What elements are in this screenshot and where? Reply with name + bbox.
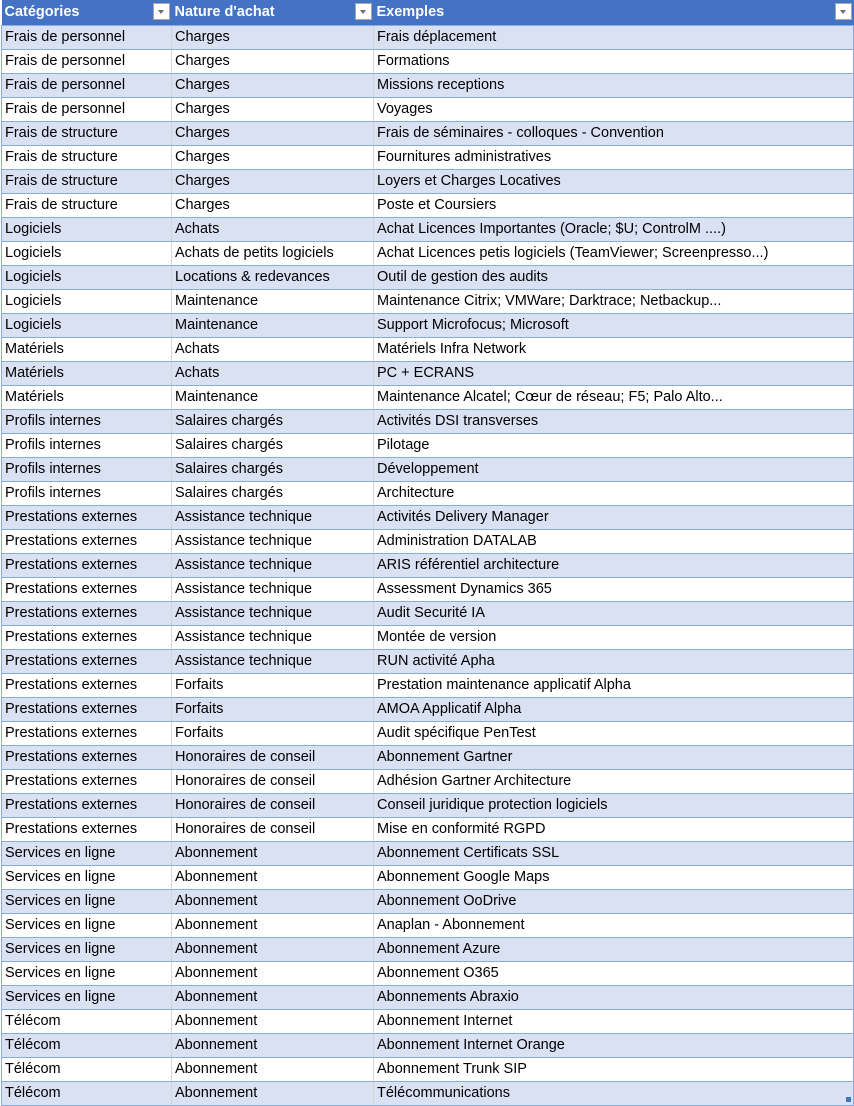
table-row (2, 289, 854, 313)
cell-categorie[interactable]: Profils internes (2, 433, 172, 457)
cell-categorie[interactable]: Services en ligne (2, 985, 172, 1009)
cell-categorie[interactable]: Frais de personnel (2, 73, 172, 97)
cell-exemple[interactable]: Abonnement Trunk SIP (374, 1057, 854, 1081)
cell-nature-achat[interactable]: Locations & redevances (172, 265, 374, 289)
table-row (2, 1081, 854, 1105)
cell-nature-achat[interactable]: Charges (172, 145, 374, 169)
table-body (2, 25, 854, 1105)
cell-exemple[interactable]: Achat Licences petis logiciels (TeamViewer; Screenpresso...) (374, 241, 854, 265)
cell-nature-achat[interactable]: Salaires chargés (172, 457, 374, 481)
cell-nature-achat[interactable]: Charges (172, 193, 374, 217)
cell-nature-achat[interactable]: Assistance technique (172, 625, 374, 649)
cell-nature-achat[interactable]: Forfaits (172, 697, 374, 721)
cell-categorie[interactable]: Services en ligne (2, 841, 172, 865)
cell-categorie[interactable]: Frais de structure (2, 145, 172, 169)
table-row (2, 241, 854, 265)
cell-exemple[interactable]: Anaplan - Abonnement (374, 913, 854, 937)
table-row (2, 25, 854, 49)
cell-nature-achat[interactable]: Charges (172, 169, 374, 193)
table-row (2, 649, 854, 673)
column-header-label: Nature d'achat (174, 4, 275, 21)
table-row (2, 601, 854, 625)
cell-nature-achat[interactable]: Honoraires de conseil (172, 793, 374, 817)
cell-exemple[interactable]: Abonnement Certificats SSL (374, 841, 854, 865)
cell-nature-achat[interactable]: Achats (172, 361, 374, 385)
chevron-down-icon (360, 10, 366, 14)
cell-exemple[interactable]: Outil de gestion des audits (374, 265, 854, 289)
cell-categorie[interactable]: Prestations externes (2, 601, 172, 625)
filter-dropdown-icon[interactable] (153, 3, 170, 20)
cell-nature-achat[interactable]: Abonnement (172, 961, 374, 985)
table-row (2, 745, 854, 769)
cell-exemple[interactable]: Abonnements Abraxio (374, 985, 854, 1009)
cell-categorie[interactable]: Services en ligne (2, 889, 172, 913)
cell-categorie[interactable]: Prestations externes (2, 649, 172, 673)
cell-exemple[interactable]: Administration DATALAB (374, 529, 854, 553)
cell-nature-achat[interactable]: Abonnement (172, 1057, 374, 1081)
table-row (2, 553, 854, 577)
cell-nature-achat[interactable]: Charges (172, 121, 374, 145)
cell-exemple[interactable]: Activités DSI transverses (374, 409, 854, 433)
cell-categorie[interactable]: Services en ligne (2, 937, 172, 961)
cell-nature-achat[interactable]: Charges (172, 49, 374, 73)
cell-exemple[interactable]: Télécommunications (374, 1081, 854, 1105)
cell-categorie[interactable]: Télécom (2, 1081, 172, 1105)
cell-nature-achat[interactable]: Honoraires de conseil (172, 817, 374, 841)
cell-exemple[interactable]: Abonnement Internet Orange (374, 1033, 854, 1057)
table-row (2, 841, 854, 865)
cell-categorie[interactable]: Logiciels (2, 265, 172, 289)
chevron-down-icon (840, 10, 846, 14)
cell-exemple[interactable]: Formations (374, 49, 854, 73)
cell-exemple[interactable]: PC + ECRANS (374, 361, 854, 385)
cell-categorie[interactable]: Prestations externes (2, 577, 172, 601)
cell-nature-achat[interactable]: Salaires chargés (172, 433, 374, 457)
cell-categorie[interactable]: Télécom (2, 1057, 172, 1081)
cell-exemple[interactable]: Fournitures administratives (374, 145, 854, 169)
cell-exemple[interactable]: Assessment Dynamics 365 (374, 577, 854, 601)
cell-nature-achat[interactable]: Salaires chargés (172, 481, 374, 505)
table-row (2, 625, 854, 649)
cell-categorie[interactable]: Prestations externes (2, 529, 172, 553)
cell-nature-achat[interactable]: Abonnement (172, 913, 374, 937)
cell-exemple[interactable]: Maintenance Alcatel; Cœur de réseau; F5; Palo Alto... (374, 385, 854, 409)
table-row (2, 409, 854, 433)
cell-categorie[interactable]: Prestations externes (2, 745, 172, 769)
table-row (2, 481, 854, 505)
cell-exemple[interactable]: Pilotage (374, 433, 854, 457)
column-header-label: Catégories (4, 4, 80, 21)
table-row (2, 529, 854, 553)
cell-nature-achat[interactable]: Abonnement (172, 1081, 374, 1105)
cell-categorie[interactable]: Frais de personnel (2, 49, 172, 73)
cell-nature-achat[interactable]: Forfaits (172, 673, 374, 697)
cell-categorie[interactable]: Profils internes (2, 457, 172, 481)
table-row (2, 1009, 854, 1033)
column-header-nature-achat[interactable] (172, 0, 374, 25)
cell-exemple[interactable]: Abonnement Google Maps (374, 865, 854, 889)
cell-categorie[interactable]: Prestations externes (2, 793, 172, 817)
table-row (2, 673, 854, 697)
cell-exemple[interactable]: Maintenance Citrix; VMWare; Darktrace; Netbackup... (374, 289, 854, 313)
cell-exemple[interactable]: AMOA Applicatif Alpha (374, 697, 854, 721)
table-row (2, 913, 854, 937)
cell-nature-achat[interactable]: Assistance technique (172, 649, 374, 673)
cell-exemple[interactable]: Frais déplacement (374, 25, 854, 49)
purchase-categories-table (1, 0, 854, 1106)
cell-exemple[interactable]: Montée de version (374, 625, 854, 649)
table-row (2, 865, 854, 889)
cell-exemple[interactable]: Frais de séminaires - colloques - Convention (374, 121, 854, 145)
cell-nature-achat[interactable]: Achats de petits logiciels (172, 241, 374, 265)
cell-categorie[interactable]: Services en ligne (2, 913, 172, 937)
cell-categorie[interactable]: Prestations externes (2, 625, 172, 649)
cell-categorie[interactable]: Frais de personnel (2, 97, 172, 121)
cell-nature-achat[interactable]: Assistance technique (172, 505, 374, 529)
cell-exemple[interactable]: Architecture (374, 481, 854, 505)
table-row (2, 433, 854, 457)
cell-categorie[interactable]: Prestations externes (2, 721, 172, 745)
cell-categorie[interactable]: Prestations externes (2, 553, 172, 577)
cell-exemple[interactable]: Prestation maintenance applicatif Alpha (374, 673, 854, 697)
cell-nature-achat[interactable]: Forfaits (172, 721, 374, 745)
table-row (2, 97, 854, 121)
cell-categorie[interactable]: Télécom (2, 1009, 172, 1033)
table-row (2, 193, 854, 217)
filter-dropdown-icon[interactable] (835, 3, 852, 20)
cell-categorie[interactable]: Services en ligne (2, 961, 172, 985)
table-row (2, 145, 854, 169)
cell-categorie[interactable]: Logiciels (2, 217, 172, 241)
cell-nature-achat[interactable]: Abonnement (172, 1009, 374, 1033)
cell-categorie[interactable]: Matériels (2, 337, 172, 361)
cell-exemple[interactable]: Abonnement Internet (374, 1009, 854, 1033)
cell-exemple[interactable]: Développement (374, 457, 854, 481)
cell-exemple[interactable]: Poste et Coursiers (374, 193, 854, 217)
cell-nature-achat[interactable]: Assistance technique (172, 529, 374, 553)
cell-exemple[interactable]: Abonnement Gartner (374, 745, 854, 769)
table-row (2, 385, 854, 409)
table-row (2, 817, 854, 841)
cell-nature-achat[interactable]: Assistance technique (172, 577, 374, 601)
table-resize-handle[interactable] (846, 1097, 851, 1102)
table-row (2, 49, 854, 73)
column-header-label: Exemples (376, 4, 445, 21)
table-row (2, 313, 854, 337)
cell-exemple[interactable]: Loyers et Charges Locatives (374, 169, 854, 193)
cell-exemple[interactable]: Mise en conformité RGPD (374, 817, 854, 841)
cell-categorie[interactable]: Frais de structure (2, 121, 172, 145)
cell-categorie[interactable]: Profils internes (2, 409, 172, 433)
table-row (2, 769, 854, 793)
table-row (2, 697, 854, 721)
table-row (2, 169, 854, 193)
cell-categorie[interactable]: Frais de structure (2, 193, 172, 217)
cell-nature-achat[interactable]: Achats (172, 337, 374, 361)
table-row (2, 1057, 854, 1081)
cell-categorie[interactable]: Frais de personnel (2, 25, 172, 49)
cell-categorie[interactable]: Logiciels (2, 313, 172, 337)
cell-nature-achat[interactable]: Maintenance (172, 313, 374, 337)
column-header-categories[interactable] (2, 0, 172, 25)
cell-nature-achat[interactable]: Charges (172, 97, 374, 121)
cell-exemple[interactable]: Achat Licences Importantes (Oracle; $U; ControlM ....) (374, 217, 854, 241)
cell-nature-achat[interactable]: Abonnement (172, 841, 374, 865)
cell-nature-achat[interactable]: Abonnement (172, 889, 374, 913)
cell-exemple[interactable]: Abonnement Azure (374, 937, 854, 961)
cell-categorie[interactable]: Prestations externes (2, 697, 172, 721)
table-row (2, 361, 854, 385)
cell-exemple[interactable]: Missions receptions (374, 73, 854, 97)
table-row (2, 961, 854, 985)
table-row (2, 337, 854, 361)
table-row (2, 793, 854, 817)
cell-nature-achat[interactable]: Abonnement (172, 985, 374, 1009)
cell-nature-achat[interactable]: Honoraires de conseil (172, 769, 374, 793)
cell-exemple[interactable]: Voyages (374, 97, 854, 121)
cell-nature-achat[interactable]: Honoraires de conseil (172, 745, 374, 769)
cell-exemple[interactable]: Abonnement O365 (374, 961, 854, 985)
cell-nature-achat[interactable]: Maintenance (172, 289, 374, 313)
cell-exemple[interactable]: ARIS référentiel architecture (374, 553, 854, 577)
cell-categorie[interactable]: Services en ligne (2, 865, 172, 889)
table-row (2, 121, 854, 145)
table-row (2, 577, 854, 601)
cell-nature-achat[interactable]: Salaires chargés (172, 409, 374, 433)
cell-categorie[interactable]: Prestations externes (2, 673, 172, 697)
column-header-exemples[interactable] (374, 0, 854, 25)
cell-exemple[interactable]: Adhésion Gartner Architecture (374, 769, 854, 793)
cell-exemple[interactable]: Support Microfocus; Microsoft (374, 313, 854, 337)
table-row (2, 1033, 854, 1057)
table-row (2, 937, 854, 961)
cell-nature-achat[interactable]: Charges (172, 25, 374, 49)
cell-categorie[interactable]: Frais de structure (2, 169, 172, 193)
cell-categorie[interactable]: Télécom (2, 1033, 172, 1057)
cell-exemple[interactable]: Audit spécifique PenTest (374, 721, 854, 745)
table-row (2, 721, 854, 745)
cell-categorie[interactable]: Prestations externes (2, 769, 172, 793)
cell-exemple[interactable]: Abonnement OoDrive (374, 889, 854, 913)
cell-exemple[interactable]: Conseil juridique protection logiciels (374, 793, 854, 817)
cell-categorie[interactable]: Profils internes (2, 481, 172, 505)
cell-nature-achat[interactable]: Maintenance (172, 385, 374, 409)
cell-nature-achat[interactable]: Assistance technique (172, 553, 374, 577)
table-row (2, 217, 854, 241)
table-row (2, 985, 854, 1009)
cell-categorie[interactable]: Logiciels (2, 289, 172, 313)
table-row (2, 73, 854, 97)
table-header (2, 0, 854, 25)
table-row (2, 505, 854, 529)
cell-nature-achat[interactable]: Charges (172, 73, 374, 97)
cell-nature-achat[interactable]: Abonnement (172, 1033, 374, 1057)
cell-exemple[interactable]: RUN activité Apha (374, 649, 854, 673)
cell-nature-achat[interactable]: Achats (172, 217, 374, 241)
table-row (2, 889, 854, 913)
cell-nature-achat[interactable]: Assistance technique (172, 601, 374, 625)
cell-exemple[interactable]: Audit Securité IA (374, 601, 854, 625)
cell-categorie[interactable]: Logiciels (2, 241, 172, 265)
chevron-down-icon (158, 10, 164, 14)
header-row (2, 0, 854, 25)
table-row (2, 265, 854, 289)
filter-dropdown-icon[interactable] (355, 3, 372, 20)
cell-categorie[interactable]: Prestations externes (2, 505, 172, 529)
cell-categorie[interactable]: Prestations externes (2, 817, 172, 841)
table-row (2, 457, 854, 481)
cell-categorie[interactable]: Matériels (2, 385, 172, 409)
cell-exemple[interactable]: Activités Delivery Manager (374, 505, 854, 529)
cell-categorie[interactable]: Matériels (2, 361, 172, 385)
cell-nature-achat[interactable]: Abonnement (172, 937, 374, 961)
cell-exemple[interactable]: Matériels Infra Network (374, 337, 854, 361)
cell-nature-achat[interactable]: Abonnement (172, 865, 374, 889)
